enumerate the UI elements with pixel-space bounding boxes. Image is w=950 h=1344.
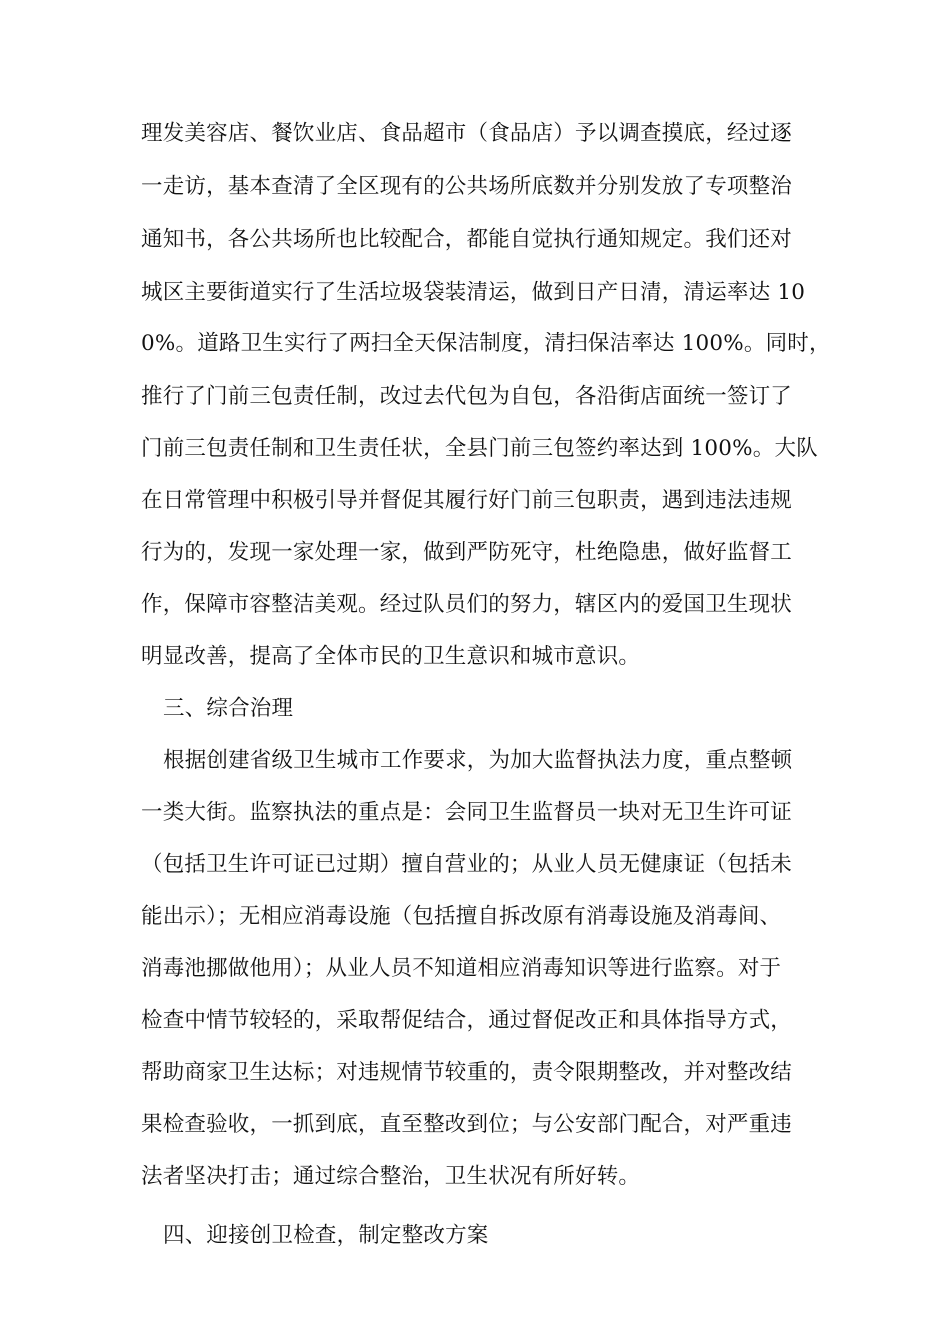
paragraph-line: 理发美容店、餐饮业店、食品超市（食品店）予以调查摸底，经过逐	[141, 121, 793, 146]
paragraph-line: （包括卫生许可证已过期）擅自营业的；从业人员无健康证（包括未	[141, 852, 793, 877]
paragraph-line: 法者坚决打击；通过综合整治，卫生状况有所好转。	[141, 1164, 641, 1189]
paragraph-line: 检查中情节较轻的，采取帮促结合，通过督促改正和具体指导方式，	[141, 1008, 793, 1033]
paragraph-line: 一走访，基本查清了全区现有的公共场所底数并分别发放了专项整治	[141, 174, 793, 199]
paragraph-line: 作，保障市容整洁美观。经过队员们的努力，辖区内的爱国卫生现状	[141, 592, 793, 617]
paragraph-line: 明显改善，提高了全体市民的卫生意识和城市意识。	[141, 644, 641, 669]
paragraph-line: 门前三包责任制和卫生责任状，全县门前三包签约率达到 100%。大队	[141, 436, 818, 461]
paragraph-line: 行为的，发现一家处理一家，做到严防死守，杜绝隐患，做好监督工	[141, 540, 793, 565]
paragraph-line: 0%。道路卫生实行了两扫全天保洁制度，清扫保洁率达 100%。同时，	[141, 331, 831, 356]
paragraph-line: 消毒池挪做他用）；从业人员不知道相应消毒知识等进行监察。对于	[141, 956, 782, 981]
paragraph-line: 通知书，各公共场所也比较配合，都能自觉执行通知规定。我们还对	[141, 227, 793, 252]
section-heading: 四、迎接创卫检查，制定整改方案	[163, 1223, 489, 1248]
paragraph-line: 城区主要街道实行了生活垃圾袋装清运，做到日产日清，清运率达 10	[141, 280, 806, 305]
paragraph-line: 能出示）；无相应消毒设施（包括擅自拆改原有消毒设施及消毒间、	[141, 904, 782, 929]
paragraph-line: 帮助商家卫生达标；对违规情节较重的，责令限期整改，并对整改结	[141, 1060, 793, 1085]
paragraph-line: 果检查验收，一抓到底，直至整改到位；与公安部门配合，对严重违	[141, 1112, 793, 1137]
paragraph-line: 在日常管理中积极引导并督促其履行好门前三包职责，遇到违法违规	[141, 488, 793, 513]
paragraph-line: 根据创建省级卫生城市工作要求，为加大监督执法力度，重点整顿	[163, 748, 793, 773]
section-heading: 三、综合治理	[163, 696, 294, 721]
paragraph-line: 推行了门前三包责任制，改过去代包为自包，各沿街店面统一签订了	[141, 384, 793, 409]
paragraph-line: 一类大街。监察执法的重点是：会同卫生监督员一块对无卫生许可证	[141, 800, 793, 825]
